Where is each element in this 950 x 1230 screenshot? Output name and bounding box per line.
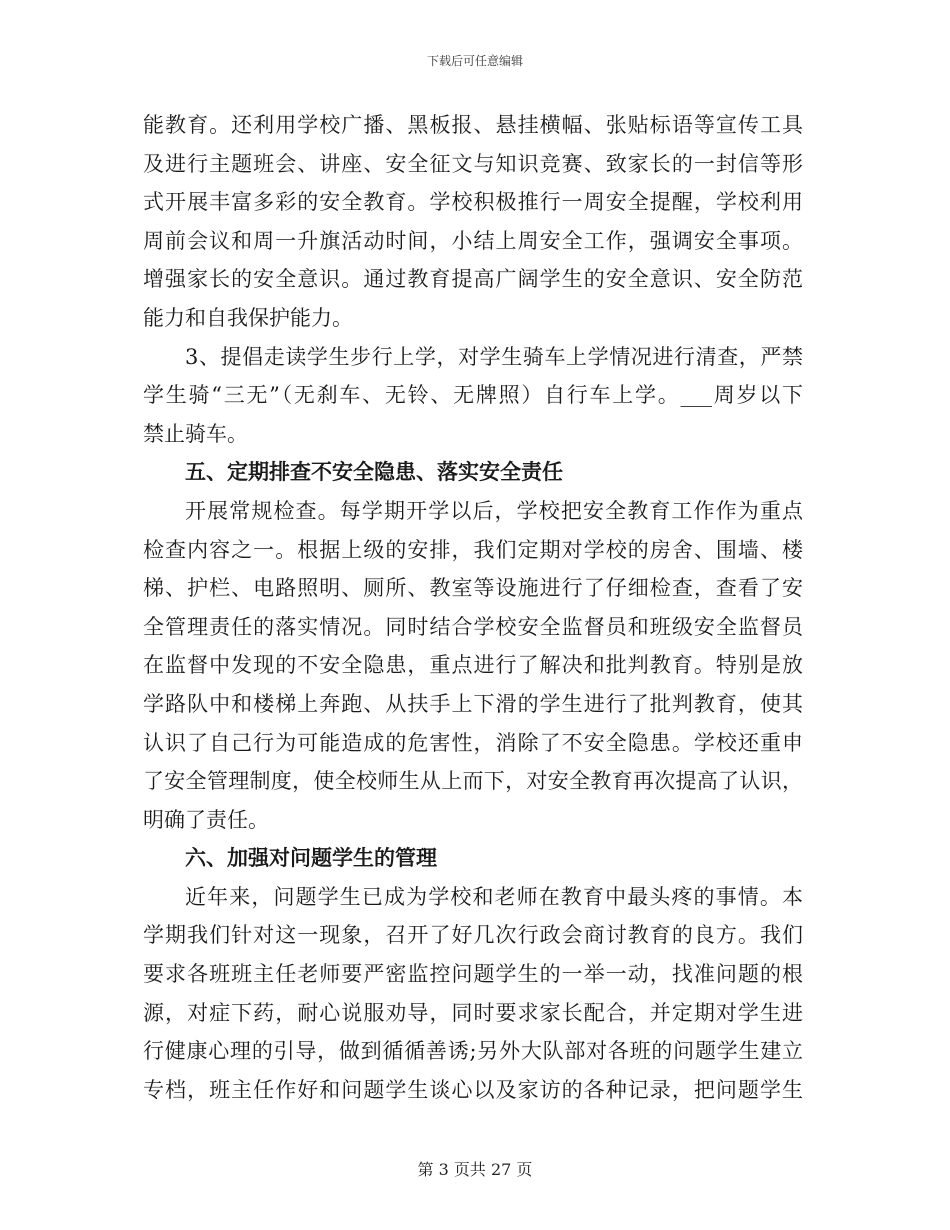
body-line: 明确了责任。 [143, 807, 269, 832]
body-line: 源，对症下药，耐心说服劝导，同时要求家长配合，并定期对学生进 [143, 1000, 803, 1025]
body-line: 3、提倡走读学生步行上学，对学生骑车上学情况进行清查，严禁 [185, 344, 803, 369]
page-header: 下载后可任意编辑 [426, 54, 523, 68]
body-line: 行健康心理的引导，做到循循善诱;另外大队部对各班的问题学生建立 [143, 1039, 803, 1064]
body-line: 近年来，问题学生已成为学校和老师在教育中最头疼的事情。本 [185, 884, 803, 909]
body-line: 梯、护栏、电路照明、厕所、教室等设施进行了仔细检查，查看了安 [143, 576, 803, 601]
body-line: 了安全管理制度，使全校师生从上而下，对安全教育再次提高了认识， [143, 769, 803, 794]
body-line: 全管理责任的落实情况。同时结合学校安全监督员和班级安全监督员 [143, 614, 803, 639]
body-line: 增强家长的安全意识。通过教育提高广阔学生的安全意识、安全防范 [143, 267, 803, 292]
document-body [143, 106, 803, 1109]
body-line: 及进行主题班会、讲座、安全征文与知识竞赛、致家长的一封信等形 [143, 151, 803, 176]
section-heading: 五、定期排查不安全隐患、落实安全责任 [185, 459, 563, 485]
body-line: 认识了自己行为可能造成的危害性，消除了不安全隐患。学校还重申 [143, 730, 803, 755]
body-line: 学路队中和楼梯上奔跑、从扶手上下滑的学生进行了批判教育，使其 [143, 691, 803, 716]
body-line: 检查内容之一。根据上级的安排，我们定期对学校的房舍、围墙、楼 [143, 537, 803, 562]
page-footer: 第 3 页共 27 页 [417, 1160, 533, 1179]
body-line: 周前会议和周一升旗活动时间，小结上周安全工作，强调安全事项。 [143, 228, 803, 253]
body-line: 式开展丰富多彩的安全教育。学校积极推行一周安全提醒，学校利用 [143, 190, 803, 215]
body-line: 能教育。还利用学校广播、黑板报、悬挂横幅、张贴标语等宣传工具 [143, 113, 803, 137]
body-line: 禁止骑车。 [143, 421, 248, 446]
body-line: 开展常规检查。每学期开学以后，学校把安全教育工作作为重点 [185, 498, 803, 523]
body-line: 能力和自我保护能力。 [143, 305, 353, 330]
body-line: 学期我们针对这一现象，召开了好几次行政会商讨教育的良方。我们 [143, 923, 803, 948]
body-line: 学生骑“三无”（无刹车、无铃、无牌照）自行车上学。___周岁以下 [143, 383, 803, 408]
body-line: 专档，班主任作好和问题学生谈心以及家访的各种记录，把问题学生 [143, 1077, 803, 1102]
body-line: 要求各班班主任老师要严密监控问题学生的一举一动，找准问题的根 [143, 962, 803, 987]
body-line: 在监督中发现的不安全隐患，重点进行了解决和批判教育。特别是放 [143, 653, 803, 678]
section-heading: 六、加强对问题学生的管理 [185, 845, 437, 871]
